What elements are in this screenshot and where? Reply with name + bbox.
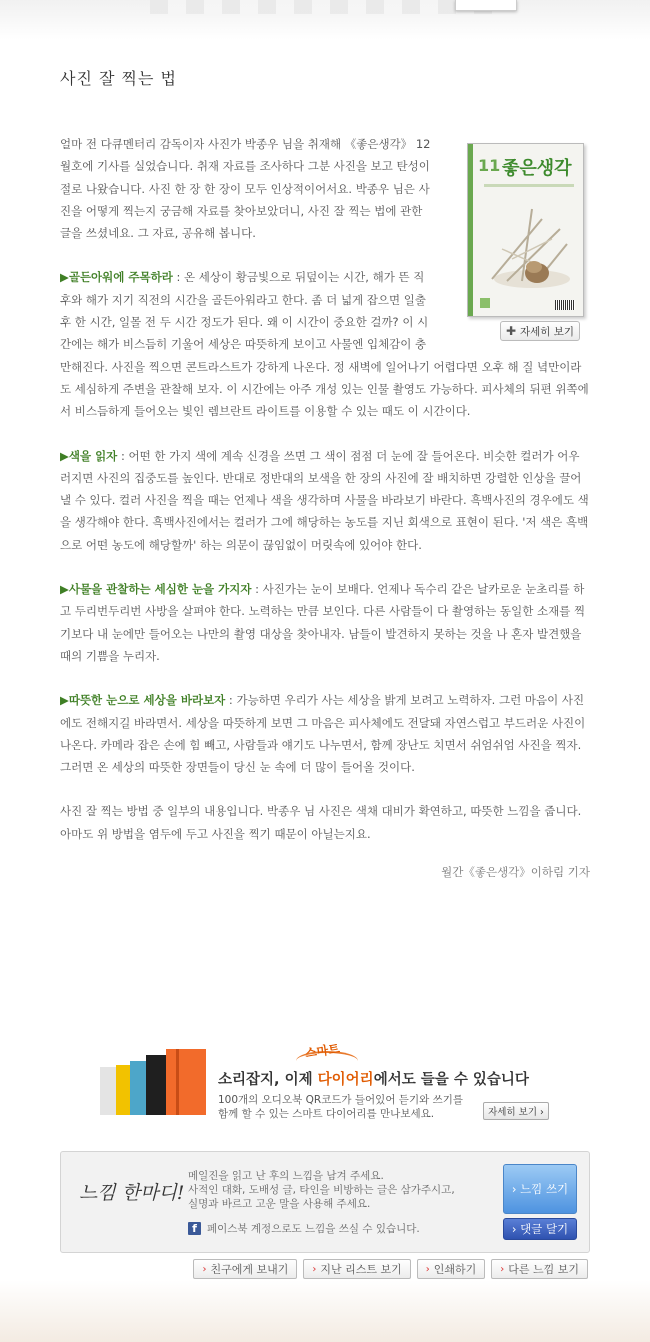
facebook-login-link[interactable] <box>188 1221 420 1236</box>
section-observe <box>60 578 590 667</box>
print-button[interactable] <box>417 1259 486 1279</box>
section-text: : 어떤 한 가지 색에 계속 신경을 쓰면 그 색이 점점 더 눈에 잘 들어온다. 비슷한 컬러가 어우러지면 사진의 집중도를 높인다. 반대로 정반대의 보색을 한 장의 사진에 잘 배치하면 강렬한 인상을 끌어낼 수 있다. 컬러 사진을 찍을 때는 언제나 색을 생각하며 사물을 바라보기 바란다. 흑백사진의 경우에도 색을 생각해야 한다. 흑백사진에서는 컬러가 그에 해당하는 농도를 지닌 회색으로 표현이 된다. '저 색은 흑백으로 어떤 농도에 해당할까' 하는 의문이 끊임없이 머릿속에 있어야 한다. <box>60 448 589 552</box>
banner-headline-a: 소리잡지, 이제 <box>218 1072 318 1088</box>
article-body <box>60 133 590 880</box>
checker-pattern <box>150 0 500 14</box>
link-label: 다른 느낌 보기 <box>508 1263 579 1276</box>
feedback-box <box>60 1151 590 1253</box>
plus-icon: ✚ <box>505 324 516 338</box>
feedback-title: 느낌 한마디! <box>79 1182 185 1204</box>
top-decoration <box>0 0 650 40</box>
section-heading: ▶골든아워에 주목하라 <box>60 270 173 285</box>
section-heading: ▶사물을 관찰하는 세심한 눈을 가지자 <box>60 582 252 597</box>
link-label: 지난 리스트 보기 <box>320 1263 402 1276</box>
smart-label: 스마트 <box>304 1041 341 1061</box>
banner-desc-line1: 100개의 오디오북 QR코드가 들어있어 듣기와 쓰기를 <box>218 1094 464 1106</box>
section-text: : 온 세상이 황금빛으로 뒤덮이는 시간, 해가 뜬 직후와 해가 지기 직전의 시간을 골든아워라고 한다. 좀 더 넓게 잡으면 일출 후 한 시간, 일몰 전 두 시간 정도가 된다. 왜 이 시간이 중요한 걸까? 이 시간에는 해가 비스듬히 기울어 세상은 따뜻하게 보이고 사물엔 입체감이 충만해진다. 사진을 찍으면 콘트라스트가 강하게 나온다. 정 새벽에 일어나기 어렵다면 오후 해 질 녘만이라도 세심하게 주변을 관찰해 보자. 이 시간에는 아주 개성 있는 인물 촬영도 가능하다. 피사체의 뒤편 위쪽에서 비스듬하게 들어오는 빛인 렘브란트 라이트를 이용할 수 있는 때도 이 시간이다. <box>60 270 589 419</box>
section-heading: ▶따뜻한 눈으로 세상을 바라보자 <box>60 693 226 708</box>
cover-issue-number: 11 <box>478 156 501 175</box>
feedback-notice-line1: 메일진을 읽고 난 후의 느낌을 남겨 주세요. <box>188 1170 384 1182</box>
section-heading: ▶색을 읽자 <box>60 448 118 463</box>
cover-logo <box>480 298 490 308</box>
banner-headline-c: 에서도 들을 수 있습니다 <box>373 1072 529 1088</box>
feedback-notice-line3: 실명과 바르고 고운 말을 사용해 주세요. <box>188 1198 371 1210</box>
section-read-color <box>60 445 590 556</box>
past-list-button[interactable] <box>303 1259 410 1279</box>
banner-headline <box>218 1068 529 1089</box>
notebooks-image <box>100 1047 210 1115</box>
feedback-notice <box>188 1169 488 1211</box>
write-feedback-button[interactable]: › 느낌 쓰기 <box>503 1164 577 1214</box>
banner-description <box>218 1093 463 1121</box>
section-text: : 가능하면 우리가 사는 세상을 밝게 보려고 노력하자. 그런 마음이 사진에도 전해지길 바라면서. 세상을 따뜻하게 보면 그 마음은 피사체에도 전달돼 자연스럽고 부드러운 사진이 나온다. 카메라 잡은 손에 힘 빼고, 사람들과 얘기도 나누면서, 함께 장난도 치면서 쉬엄쉬엄 사진을 찍자. 그러면 온 세상의 따뜻한 장면들이 당신 눈 속에 더 많이 들어올 것이다. <box>60 693 586 775</box>
facebook-text: 페이스북 계정으로도 느낌을 쓰실 수 있습니다. <box>207 1223 420 1235</box>
intro-paragraph: 얼마 전 다큐멘터리 감독이자 사진가 박종우 님을 취재해 《좋은생각》 12월호에 기사를 실었습니다. 취재 자료를 조사하다 그분 사진을 보고 탄성이 절로 나왔습니다. 사진 한 장 한 장이 모두 인상적이어서요. 박종우 님은 사진을 어떻게 찍는지 궁금해 자료를 찾아보았더니, 사진 잘 찍는 법에 관한 글을 쓰셨네요. 그 자료, 공유해 봅니다. <box>60 137 431 241</box>
page-title: 사진 잘 찍는 법 <box>60 69 177 88</box>
magazine-detail-label: 자세히 보기 <box>520 325 575 338</box>
arrow-icon: › <box>312 1263 317 1275</box>
cover-illustration <box>482 199 577 294</box>
bottom-links <box>193 1259 588 1279</box>
arrow-icon: › <box>425 1263 430 1275</box>
arrow-icon: › <box>500 1263 505 1275</box>
outro-paragraph: 사진 잘 찍는 방법 중 일부의 내용입니다. 박종우 님 사진은 색채 대비가 확연하고, 따뜻한 느낌을 줍니다. 아마도 위 방법을 염두에 두고 사진을 찍기 때문이 아닐는지요. <box>60 804 582 841</box>
magazine-cover-image[interactable] <box>467 143 584 317</box>
section-warm-eyes <box>60 689 590 778</box>
link-label: 인쇄하기 <box>433 1263 477 1276</box>
section-text: : 사진가는 눈이 보배다. 언제나 독수리 같은 날카로운 눈초리를 하고 두리번두리번 사방을 살펴야 한다. 노력하는 만큼 보인다. 다른 사람들이 다 촬영하는 동일한 소재를 찍기보다 내 눈에만 들어오는 나만의 촬영 대상을 찾아내자. 남들이 발견하지 못하는 것을 나 혼자 발견했을 때의 기쁨을 누리자. <box>60 582 586 663</box>
send-to-friend-button[interactable] <box>193 1259 297 1279</box>
feedback-notice-line2: 사적인 대화, 도배성 글, 타인을 비방하는 글은 삼가주시고, <box>188 1184 455 1196</box>
magazine-detail-button[interactable] <box>500 321 580 341</box>
bottom-decoration <box>0 1280 650 1342</box>
banner-desc-line2: 함께 할 수 있는 스마트 다이어리를 만나보세요. <box>218 1108 435 1120</box>
byline: 월간《좋은생각》이하림 기자 <box>441 865 590 880</box>
banner-detail-button[interactable]: 자세히 보기 › <box>483 1102 549 1120</box>
link-label: 친구에게 보내기 <box>210 1263 289 1276</box>
diary-banner[interactable] <box>100 1035 560 1125</box>
reply-button[interactable]: › 댓글 달기 <box>503 1218 577 1240</box>
cover-spine <box>468 144 473 316</box>
magazine-figure <box>440 133 590 345</box>
cover-subtitle-line <box>484 184 574 187</box>
cover-magazine-name: 좋은생각 <box>502 158 572 179</box>
other-feedback-button[interactable] <box>491 1259 588 1279</box>
arrow-icon: › <box>202 1263 207 1275</box>
top-tab-decoration <box>455 0 517 11</box>
facebook-icon: f <box>188 1222 201 1235</box>
cover-barcode <box>555 300 575 310</box>
banner-headline-b: 다이어리 <box>317 1072 374 1088</box>
